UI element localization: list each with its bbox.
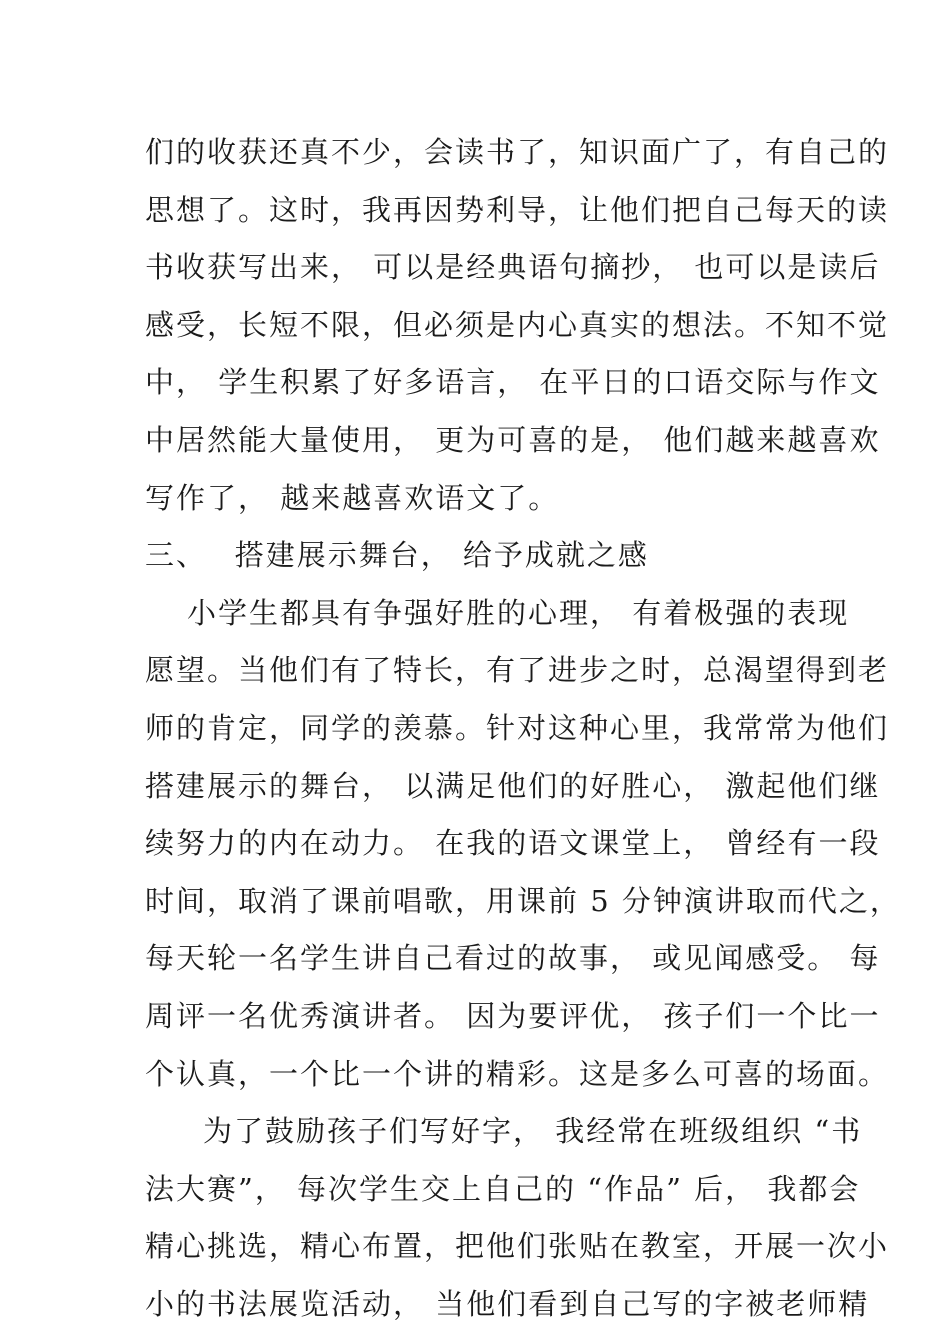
text-line: 小的书法展览活动， 当他们看到自己写的字被老师精 (145, 1286, 870, 1321)
text-line: 续努力的内在动力。 在我的语文课堂上， 曾经有一段 (145, 826, 881, 861)
text-line: 师的肯定，同学的羡慕。针对这种心里，我常常为他们 (145, 710, 890, 745)
text-line: 思想了。这时，我再因势利导，让他们把自己每天的读 (145, 192, 890, 227)
text-line: 时间，取消了课前唱歌，用课前 5 分钟演讲取而代之， (145, 883, 901, 918)
text-line: 周评一名优秀演讲者。 因为要评优， 孩子们一个比一 (145, 998, 881, 1033)
document-body (145, 124, 901, 1333)
text-line: 个认真，一个比一个讲的精彩。这是多么可喜的场面。 (145, 1056, 890, 1091)
text-line: 为了鼓励孩子们写好字， 我经常在班级组织 “书 (203, 1114, 863, 1149)
section-heading: 三、 搭建展示舞台， 给予成就之感 (145, 538, 649, 573)
text-line: 们的收获还真不少，会读书了，知识面广了，有自己的 (145, 135, 890, 169)
text-line: 写作了， 越来越喜欢语文了。 (145, 480, 560, 515)
text-line: 感受，长短不限，但必须是内心真实的想法。不知不觉 (145, 307, 890, 342)
text-line: 中， 学生积累了好多语言， 在平日的口语交际与作文 (145, 365, 881, 400)
text-line: 书收获写出来， 可以是经典语句摘抄， 也可以是读后 (145, 250, 881, 285)
text-line: 搭建展示的舞台， 以满足他们的好胜心， 激起他们继 (145, 768, 881, 803)
text-line: 中居然能大量使用， 更为可喜的是， 他们越来越喜欢 (145, 422, 881, 457)
text-line: 精心挑选，精心布置，把他们张贴在教室，开展一次小 (145, 1229, 890, 1264)
text-line: 每天轮一名学生讲自己看过的故事， 或见闻感受。 每 (145, 941, 881, 976)
text-line: 小学生都具有争强好胜的心理， 有着极强的表现 (187, 595, 850, 630)
text-line: 法大赛”， 每次学生交上自己的 “作品” 后， 我都会 (145, 1171, 861, 1206)
text-line: 愿望。当他们有了特长，有了进步之时，总渴望得到老 (145, 653, 890, 688)
